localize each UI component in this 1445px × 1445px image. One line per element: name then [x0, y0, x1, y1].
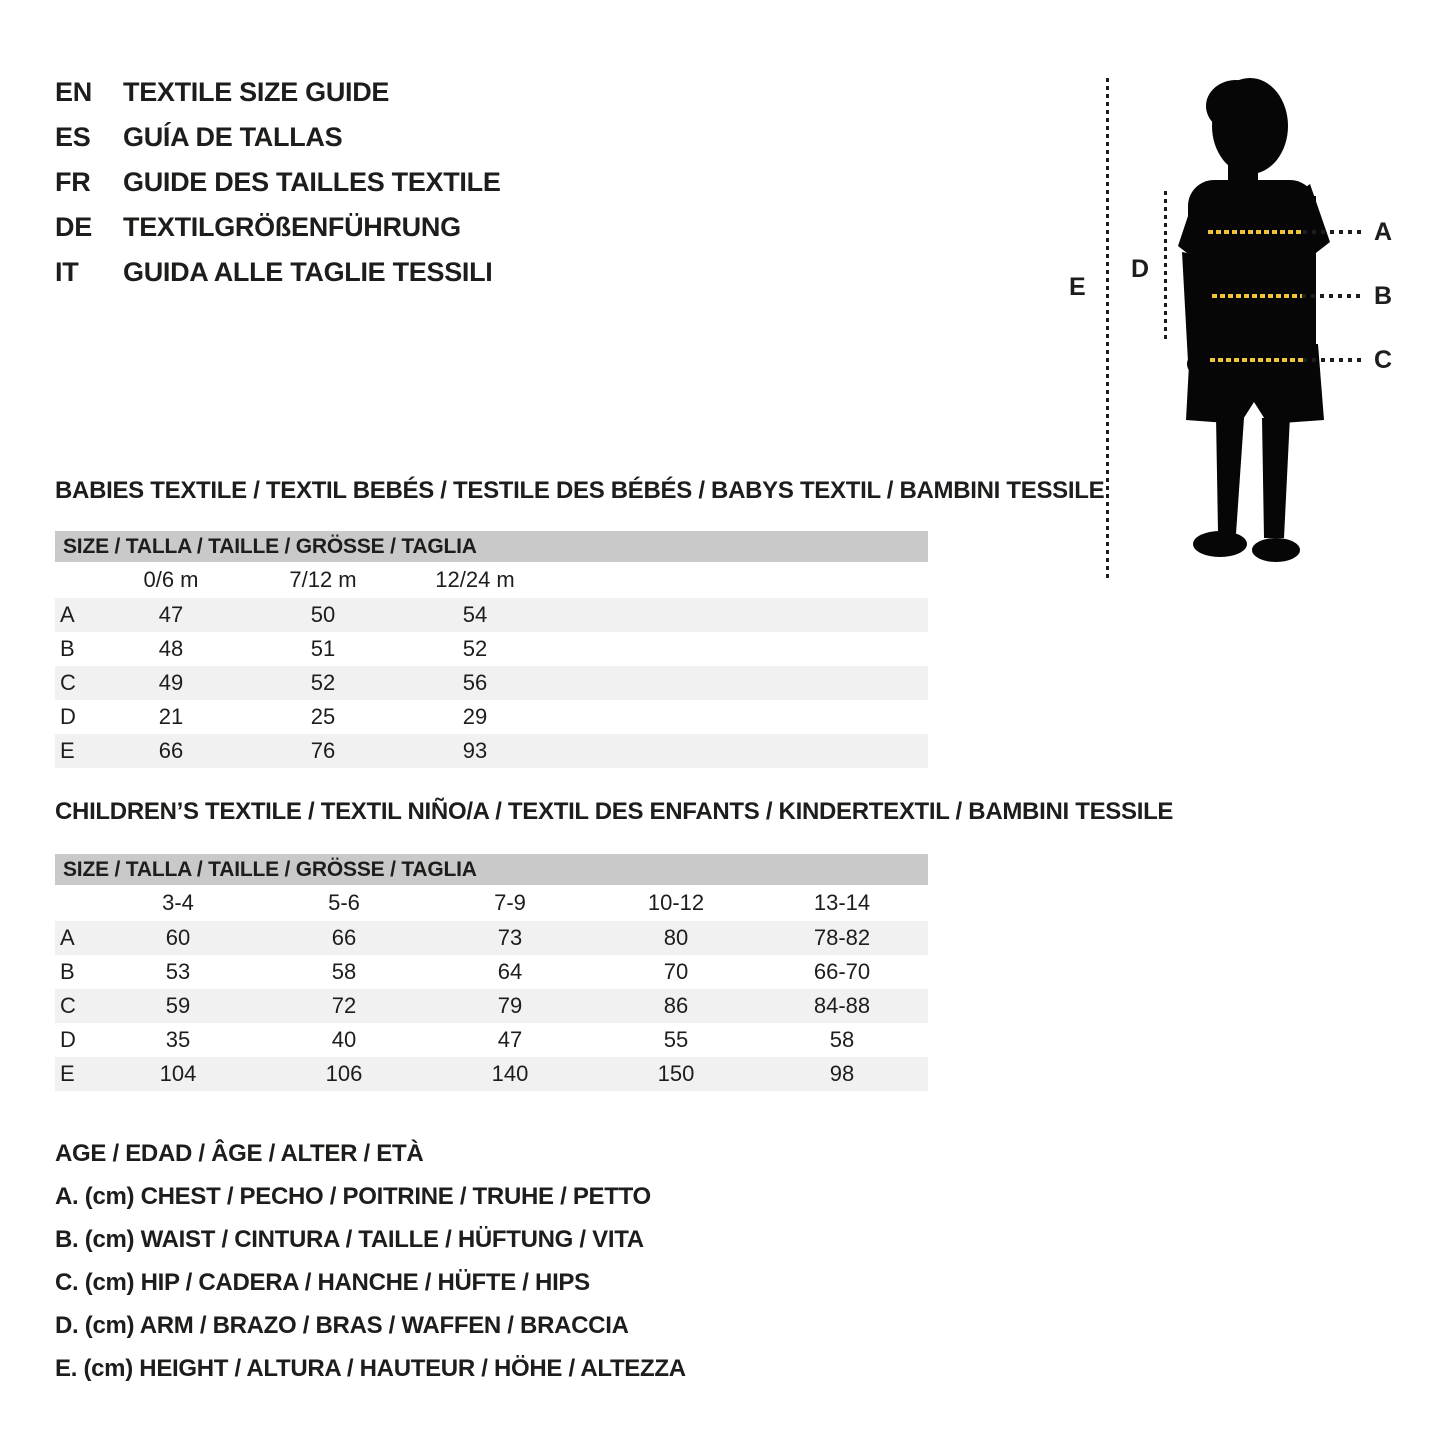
children-size-header-bar: SIZE / TALLA / TAILLE / GRÖSSE / TAGLIA: [55, 854, 928, 885]
table-row: [55, 734, 928, 768]
legend-age: AGE / EDAD / ÂGE / ALTER / ETÀ: [55, 1139, 424, 1167]
row-label: D: [60, 704, 76, 729]
table-cell: 59: [165, 993, 191, 1018]
arm-measure-line: [1164, 191, 1167, 343]
chest-line-segment: [1208, 230, 1303, 234]
table-row: [55, 955, 928, 989]
table-cell: 58: [829, 1027, 855, 1052]
figure-label-arm: D: [1131, 255, 1150, 283]
table-cell: 40: [331, 1027, 357, 1052]
row-label: C: [60, 993, 76, 1018]
children-section-title: CHILDREN’S TEXTILE / TEXTIL NIÑO/A / TEXTIL DES ENFANTS / KINDERTEXTIL / BAMBINI TESSILE: [55, 798, 1174, 825]
table-cell: 80: [663, 925, 689, 950]
figure-label-chest: A: [1374, 218, 1393, 246]
guide-title: TEXTILE SIZE GUIDE: [123, 77, 390, 107]
table-cell: 84-88: [813, 993, 871, 1018]
table-cell: 55: [663, 1027, 689, 1052]
column-header: 7/12 m: [289, 567, 357, 592]
row-label: A: [60, 602, 75, 627]
row-label: C: [60, 670, 76, 695]
table-cell: 78-82: [813, 925, 871, 950]
table-cell: 106: [325, 1061, 363, 1086]
table-row: [55, 632, 928, 666]
column-header: 5-6: [328, 890, 360, 915]
table-row: [55, 989, 928, 1023]
legend-hip: C. (cm) HIP / CADERA / HANCHE / HÜFTE / HIPS: [55, 1268, 590, 1296]
table-cell: 76: [310, 738, 336, 763]
legend-chest: A. (cm) CHEST / PECHO / POITRINE / TRUHE / PETTO: [55, 1182, 651, 1210]
table-cell: 25: [310, 704, 336, 729]
guide-title: GUIDE DES TAILLES TEXTILE: [123, 167, 501, 197]
row-label: B: [60, 959, 75, 984]
table-cell: 70: [663, 959, 689, 984]
table-cell: 50: [310, 602, 336, 627]
chest-line-leader: [1303, 230, 1363, 234]
column-header: 10-12: [647, 890, 705, 915]
height-measure-line: [1106, 78, 1109, 578]
measurement-legend: [55, 1132, 686, 1390]
table-cell: 52: [310, 670, 336, 695]
table-cell: 21: [158, 704, 184, 729]
language-code: IT: [55, 257, 79, 287]
figure-label-waist: B: [1374, 282, 1393, 310]
row-label: E: [60, 738, 75, 763]
legend-arm: D. (cm) ARM / BRAZO / BRAS / WAFFEN / BRACCIA: [55, 1311, 629, 1339]
row-label: B: [60, 636, 75, 661]
hip-line-leader: [1303, 358, 1363, 362]
title-row-it: [55, 250, 501, 295]
waist-line-segment: [1212, 294, 1302, 298]
waist-line-leader: [1302, 294, 1363, 298]
table-cell: 52: [462, 636, 488, 661]
title-row-es: [55, 115, 501, 160]
title-row-fr: [55, 160, 501, 205]
table-cell: 49: [158, 670, 184, 695]
guide-title: TEXTILGRÖßENFÜHRUNG: [123, 212, 461, 242]
table-cell: 140: [491, 1061, 529, 1086]
table-cell: 72: [331, 993, 357, 1018]
table-cell: 47: [158, 602, 184, 627]
column-header: 12/24 m: [435, 567, 515, 592]
children-column-header-row: [55, 885, 928, 921]
babies-size-table: [55, 531, 928, 768]
table-cell: 86: [663, 993, 689, 1018]
legend-waist: B. (cm) WAIST / CINTURA / TAILLE / HÜFTUNG / VITA: [55, 1225, 644, 1253]
table-cell: 29: [462, 704, 488, 729]
table-row: [55, 1023, 928, 1057]
column-header: 0/6 m: [143, 567, 199, 592]
table-cell: 47: [497, 1027, 523, 1052]
language-code: ES: [55, 122, 91, 152]
child-silhouette: [1170, 76, 1340, 576]
guide-title: GUIDA ALLE TAGLIE TESSILI: [123, 257, 493, 287]
table-cell: 60: [165, 925, 191, 950]
language-code: FR: [55, 167, 91, 197]
language-code: DE: [55, 212, 92, 242]
babies-column-header-row: [55, 562, 928, 598]
table-cell: 51: [310, 636, 336, 661]
column-header: 13-14: [813, 890, 871, 915]
table-cell: 48: [158, 636, 184, 661]
table-cell: 79: [497, 993, 523, 1018]
table-cell: 150: [657, 1061, 695, 1086]
table-row: [55, 598, 928, 632]
row-label: A: [60, 925, 75, 950]
legend-height: E. (cm) HEIGHT / ALTURA / HAUTEUR / HÖHE / ALTEZZA: [55, 1354, 686, 1382]
language-code: EN: [55, 77, 92, 107]
hip-line-segment: [1210, 358, 1303, 362]
table-cell: 35: [165, 1027, 191, 1052]
table-row: [55, 666, 928, 700]
table-cell: 58: [331, 959, 357, 984]
row-label: E: [60, 1061, 75, 1086]
table-cell: 66: [158, 738, 184, 763]
table-cell: 66: [331, 925, 357, 950]
title-row-en: [55, 70, 501, 115]
table-row: [55, 921, 928, 955]
row-label: D: [60, 1027, 76, 1052]
table-cell: 54: [462, 602, 488, 627]
table-cell: 73: [497, 925, 523, 950]
table-row: [55, 1057, 928, 1091]
table-row: [55, 700, 928, 734]
table-cell: 66-70: [813, 959, 871, 984]
title-block: [55, 70, 501, 295]
column-header: 7-9: [494, 890, 526, 915]
table-cell: 56: [462, 670, 488, 695]
babies-section-title: BABIES TEXTILE / TEXTIL BEBÉS / TESTILE DES BÉBÉS / BABYS TEXTIL / BAMBINI TESSILE: [55, 477, 1105, 504]
children-size-table: [55, 854, 928, 1091]
table-cell: 93: [462, 738, 488, 763]
figure-label-height: E: [1069, 273, 1086, 301]
babies-size-header-bar: SIZE / TALLA / TAILLE / GRÖSSE / TAGLIA: [55, 531, 928, 562]
guide-title: GUÍA DE TALLAS: [123, 122, 343, 152]
column-header: 3-4: [162, 890, 194, 915]
table-cell: 104: [159, 1061, 197, 1086]
title-row-de: [55, 205, 501, 250]
figure-label-hip: C: [1374, 346, 1393, 374]
table-cell: 64: [497, 959, 523, 984]
table-cell: 53: [165, 959, 191, 984]
table-cell: 98: [829, 1061, 855, 1086]
